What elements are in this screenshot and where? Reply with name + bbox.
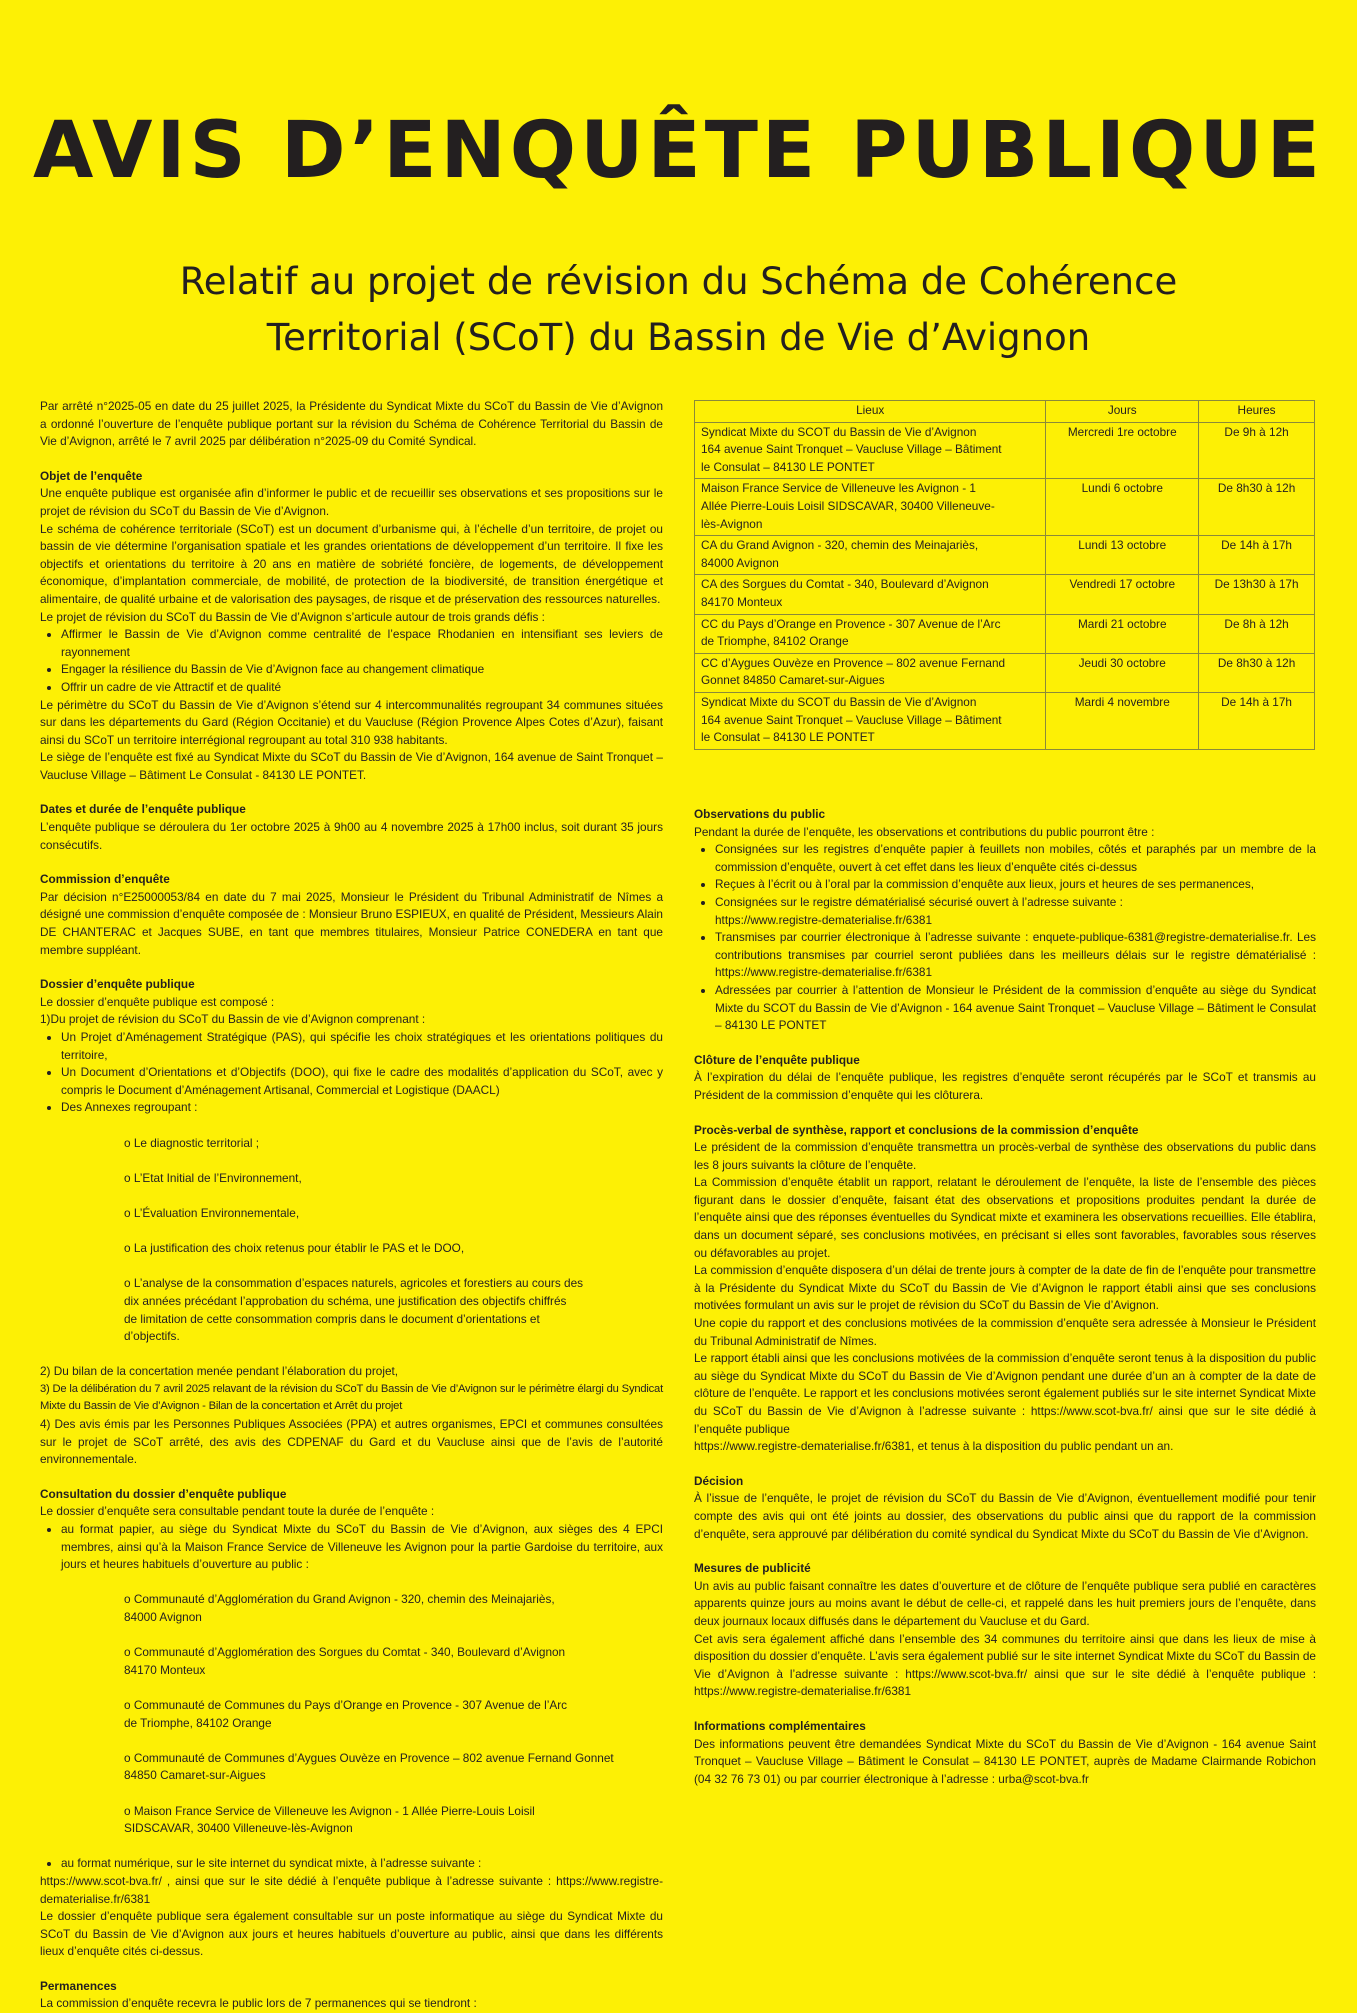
cell-heure: De 14h à 17h [1199,536,1315,575]
list-item: o La justification des choix retenus pour établir le PAS et le DOO, [124,1240,663,1258]
cell-lieu: CA des Sorgues du Comtat - 340, Boulevard d’Avignon 84170 Monteux [695,575,1046,614]
page-subtitle [0,254,1357,366]
publicite-p1: Un avis au public faisant connaître les dates d’ouverture et de clôture de l’enquête publique sera publié en caractères apparents quinze jours au moins avant le début de celle-ci, et rappelé dans les huit premiers jours de l’enquête, dans deux journaux locaux diffusés dans le département du Vaucluse et du Gard. [694,1578,1316,1628]
observations-p1: Pendant la durée de l’enquête, les observations et contributions du public pourront être : [694,824,1155,839]
pv-p4: Une copie du rapport et des conclusions motivées de la commission d’enquête sera adressée à Monsieur le Président du Tribunal Administratif de Nîmes. [694,1316,1316,1348]
cell-jour: Vendredi 17 octobre [1046,575,1199,614]
list-item: o Le diagnostic territorial ; [124,1135,663,1153]
section-heading-pv: Procès-verbal de synthèse, rapport et conclusions de la commission d’enquête [694,1122,1139,1137]
consultation-p2: https://www.scot-bva.fr/ , ainsi que sur le site dédié à l’enquête publique à l’adresse suivante : https://www.registre-dematerialise.fr/6381 [40,1873,663,1906]
section-heading-dossier: Dossier d’enquête publique [40,977,195,992]
dossier-p4: 3) De la délibération du 7 avril 2025 relavant de la révision du SCoT du Bassin de Vie d’Avignon sur le périmètre élargi du Syndicat Mixte du Bassin de Vie d’Avignon - Bilan de la concertation et Arrêt du projet [40,1382,663,1413]
objet-p5: Le siège de l’enquête est fixé au Syndicat Mixte du SCoT du Bassin de Vie d’Avignon, 164 avenue de Saint Tronquet – Vaucluse Village – Bâtiment Le Consulat - 84130 LE PONTET. [40,750,663,782]
list-item: • au format numérique, sur le site internet du syndicat mixte, à l’adresse suivante : [61,1855,663,1873]
list-item: • Transmises par courrier électronique à l’adresse suivante : enquete-publique-6381@registre-dematerialise.fr. Les contributions transmises par courriel seront publiées dans les meilleurs délais sur le registre dématérialisé : https://www.registre-dematerialise.fr/6381 [715,929,1316,982]
consultation-list-1 [40,1521,663,1574]
cell-heure: De 13h30 à 17h [1199,575,1315,614]
section-heading-commission: Commission d’enquête [40,872,170,887]
left-column [40,398,663,2013]
list-item: o Communauté de Communes du Pays d’Orange en Provence - 307 Avenue de l’Arc de Triomphe, 84102 Orange [124,1697,663,1732]
column-header: Heures [1199,401,1315,423]
sites-list [40,1574,663,1856]
page-title: AVIS D’ENQUÊTE PUBLIQUE [33,106,1324,196]
column-header: Lieux [695,401,1046,423]
pv-p1: Le président de la commission d’enquête transmettra un procès-verbal de synthèse des observations du public dans les 8 jours suivants la clôture de l’enquête. [694,1140,1316,1172]
dossier-list [40,1029,663,1117]
cell-lieu: Maison France Service de Villeneuve les Avignon - 1 Allée Pierre-Louis Loisil SIDSCAVAR, 30400 Villeneuve- lès-Avignon [695,479,1046,536]
dossier-p5: 4) Des avis émis par les Personnes Publiques Associées (PPA) et autres organismes, EPCI et communes consultées sur le projet de SCoT arrêté, des avis des CDPENAF du Gard et du Vaucluse ainsi que de l’avis de l’autorité environnementale. [40,1417,663,1467]
section-heading-decision: Décision [694,1473,744,1488]
table-row [695,536,1315,575]
list-item: • Consignées sur le registre dématérialisé sécurisé ouvert à l’adresse suivante : https://www.registre-dematerialise.fr/6381 [715,894,1316,929]
list-item: • Un Document d’Orientations et d’Objectifs (DOO), qui fixe le cadre des modalités d’application du SCoT, avec y compris le Document d’Aménagement Artisanal, Commercial et Logistique (DAACL) [61,1064,663,1099]
consultation-p1: Le dossier d’enquête sera consultable pendant toute la durée de l’enquête : [40,1504,435,1519]
cell-lieu: CA du Grand Avignon - 320, chemin des Meinajariès, 84000 Avignon [695,536,1046,575]
list-item: • Engager la résilience du Bassin de Vie d’Avignon face au changement climatique [61,661,663,679]
list-item: o Communauté de Communes d’Aygues Ouvèze en Provence – 802 avenue Fernand Gonnet 84850 Camaret-sur-Aigues [124,1750,663,1785]
cell-jour: Mercredi 1re octobre [1046,422,1199,479]
cell-lieu: Syndicat Mixte du SCOT du Bassin de Vie d’Avignon 164 avenue Saint Tronquet – Vaucluse Village – Bâtiment le Consulat – 84130 LE PONTET [695,422,1046,479]
cell-jour: Mardi 21 octobre [1046,614,1199,653]
list-item: • Offrir un cadre de vie Attractif et de qualité [61,679,663,697]
subtitle-line-1: Relatif au projet de révision du Schéma de Cohérence [179,260,1178,303]
dates-p1: L’enquête publique se déroulera du 1er octobre 2025 à 9h00 au 4 novembre 2025 à 17h00 inclus, soit durant 35 jours consécutifs. [40,820,663,852]
dossier-p1: Le dossier d’enquête publique est composé : [40,994,275,1009]
infos-p1: Des informations peuvent être demandées Syndicat Mixte du SCoT du Bassin de Vie d’Avignon - 164 avenue Saint Tronquet – Vaucluse Village – Bâtiment le Consulat – 84130 LE PONTET, auprès de Madame Clairmande Robichon (04 32 76 73 01) ou par courrier électronique à l’adresse : urba@scot-bva.fr [694,1736,1316,1786]
list-item: • Reçues à l’écrit ou à l’oral par la commission d’enquête aux lieux, jours et heures de ses permanences, [715,876,1316,894]
column-header: Jours [1046,401,1199,423]
cell-heure: De 14h à 17h [1199,692,1315,749]
cell-jour: Mardi 4 novembre [1046,692,1199,749]
list-item: o L’Etat Initial de l’Environnement, [124,1170,663,1188]
cloture-p1: À l’expiration du délai de l’enquête publique, les registres d’enquête seront récupérés par le SCoT et transmis au Président de la commission d’enquête qui les clôturera. [694,1070,1316,1102]
cell-heure: De 9h à 12h [1199,422,1315,479]
objet-p3: Le projet de révision du SCoT du Bassin de Vie d’Avignon s’articule autour de trois grands défis : [40,609,545,624]
list-item: • Un Projet d’Aménagement Stratégique (PAS), qui spécifie les choix stratégiques et les orientations politiques du territoire, [61,1029,663,1064]
defis-list [40,626,663,696]
list-item: o Maison France Service de Villeneuve les Avignon - 1 Allée Pierre-Louis Loisil SIDSCAVAR, 30400 Villeneuve-lès-Avignon [124,1803,663,1838]
list-item: • au format papier, au siège du Syndicat Mixte du SCoT du Bassin de Vie d’Avignon, aux sièges des 4 EPCI membres, ainsi qu’à la Maison France Service de Villeneuve les Avignon pour la partie Gardoise du territoire, aux jours et heures habituels d’ouverture au public : [61,1521,663,1574]
section-heading-publicite: Mesures de publicité [694,1561,811,1576]
cell-lieu: Syndicat Mixte du SCOT du Bassin de Vie d’Avignon 164 avenue Saint Tronquet – Vaucluse Village – Bâtiment le Consulat – 84130 LE PONTET [695,692,1046,749]
table-row [695,692,1315,749]
objet-p4: Le périmètre du SCoT du Bassin de Vie d’Avignon s’étend sur 4 intercommunalités regroupant 34 communes situées sur dans les départements du Gard (Région Occitanie) et du Vaucluse (Région Provence Alpes Cotes d’Azur), faisant ainsi du SCoT un territoire interrégional regroupant au total 310 938 habitants. [40,697,663,747]
consultation-list-2 [40,1855,663,1873]
cell-jour: Lundi 13 octobre [1046,536,1199,575]
section-heading-dates: Dates et durée de l’enquête publique [40,802,246,817]
cell-jour: Lundi 6 octobre [1046,479,1199,536]
list-item: o Communauté d’Agglomération du Grand Avignon - 320, chemin des Meinajariès, 84000 Avignon [124,1591,663,1626]
intro-paragraph: Par arrêté n°2025-05 en date du 25 juillet 2025, la Présidente du Syndicat Mixte du SCoT du Bassin de Vie d’Avignon a ordonné l’ouverture de l’enquête publique portant sur la révision du Schéma de Cohérence Territorial du Bassin de Vie d’Avignon, arrêté le 7 avril 2025 par délibération n°2025-09 du Comité Syndical. [40,399,663,449]
list-item: o L’analyse de la consommation d’espaces naturels, agricoles et forestiers au cours des dix années précédant l’approbation du schéma, une justification des objectifs chiffrés de limitation de cette consommation compris dans le document d’orientations et d’objectifs. [124,1275,663,1345]
list-item: o L’Évaluation Environnementale, [124,1205,663,1223]
permanences-p1: La commission d’enquête recevra le public lors de 7 permanences qui se tiendront : [40,1996,477,2011]
pv-p6: https://www.registre-dematerialise.fr/6381, et tenus à la disposition du public pendant un an. [694,1439,1174,1454]
section-heading-permanences: Permanences [40,1978,117,1993]
observations-list [694,841,1316,1035]
objet-p1: Une enquête publique est organisée afin d’informer le public et de recueillir ses observations et ses propositions sur le projet de révision du SCoT du Bassin de Vie d’Avignon. [40,486,663,518]
section-heading-infos: Informations complémentaires [694,1718,866,1733]
section-heading-consultation: Consultation du dossier d’enquête publique [40,1486,287,1501]
section-heading-observations: Observations du public [694,807,826,821]
section-heading-cloture: Clôture de l’enquête publique [694,1052,860,1067]
pv-p3: La commission d’enquête disposera d’un délai de trente jours à compter de la date de fin de l’enquête pour transmettre à la Présidente du Syndicat Mixte du SCoT du Bassin de Vie d’Avignon le rapport établi ainsi que ses conclusions motivées formulant un avis sur le projet de révision du SCoT du Bassin de Vie d’Avignon. [694,1263,1316,1313]
objet-p2: Le schéma de cohérence territoriale (SCoT) est un document d’urbanisme qui, à l’échelle d’un territoire, de projet ou bassin de vie détermine l’organisation spatiale et les grandes orientations de développement d’un territoire. Il fixe les objectifs et orientations du territoire à 20 ans en matière de sobriété foncière, de logements, de développement économique, d’implantation commerciale, de mobilité, de protection de la biodiversité, de transition énergétique et alimentaire, de qualité urbaine et de valorisation des paysages, de risque et de préservation des ressources naturelles. [40,521,663,606]
cell-lieu: CC d’Aygues Ouvèze en Provence – 802 avenue Fernand Gonnet 84850 Camaret-sur-Aigues [695,653,1046,692]
table-row [695,479,1315,536]
cell-heure: De 8h30 à 12h [1199,479,1315,536]
table-row [695,614,1315,653]
commission-p1: Par décision n°E25000053/84 en date du 7 mai 2025, Monsieur le Président du Tribunal Administratif de Nîmes a désigné une commission d’enquête composée de : Monsieur Bruno ESPIEUX, en qualité de Président, Messieurs Alain DE CHANTERAC et Jacques SUBE, en tant que membres titulaires, Monsieur Patrice CONEDERA en tant que membre suppléant. [40,889,663,957]
list-item: • Adressées par courrier à l’attention de Monsieur le Président de la commission d’enquête au siège du Syndicat Mixte du SCOT du Bassin de Vie d’Avignon - 164 avenue Saint Tronquet – Vaucluse Village – Bâtiment le Consulat – 84130 LE PONTET [715,982,1316,1035]
decision-p1: À l’issue de l’enquête, le projet de révision du SCoT du Bassin de Vie d’Avignon, éventuellement modifié pour tenir compte des avis qui ont été joints au dossier, des observations du public ainsi que du rapport de la commission d’enquête, sera approuvé par délibération du comité syndical du Syndicat Mixte du SCoT du Bassin de Vie d’Avignon. [694,1491,1316,1541]
publicite-p2: Cet avis sera également affiché dans l’ensemble des 34 communes du territoire ainsi que dans les lieux de mise à disposition du dossier d’enquête. L’avis sera également publié sur le site internet Syndicat Mixte du SCoT du Bassin de Vie d’Avignon à l’adresse suivante : https://www.scot-bva.fr/ ainsi que sur le site dédié à l’enquête publique : https://www.registre-dematerialise.fr/6381 [694,1631,1316,1699]
list-item: • Affirmer le Bassin de Vie d’Avignon comme centralité de l’espace Rhodanien en intensifiant ses leviers de rayonnement [61,626,663,661]
dossier-p2: 1)Du projet de révision du SCoT du Bassin de vie d’Avignon comprenant : [40,1012,426,1027]
subtitle-line-2: Territorial (SCoT) du Bassin de Vie d’Avignon [266,316,1091,359]
table-row [695,575,1315,614]
table-header-row [695,401,1315,423]
permanences-table [694,400,1315,750]
cell-lieu: CC du Pays d’Orange en Provence - 307 Avenue de l’Arc de Triomphe, 84102 Orange [695,614,1046,653]
dossier-p3: 2) Du bilan de la concertation menée pendant l’élaboration du projet, [40,1364,399,1379]
annexes-list [40,1117,663,1363]
pv-p5: Le rapport établi ainsi que les conclusions motivées de la commission d’enquête seront tenus à la disposition du public au siège du Syndicat Mixte du SCoT du Bassin de Vie d’Avignon pendant une durée d’un an à compter de la date de clôture de l’enquête. Le rapport et les conclusions motivées seront également publiés sur le site internet Syndicat Mixte du SCoT du Bassin de Vie d’Avignon à l’adresse suivante : https://www.scot-bva.fr/ ainsi que sur le site dédié à l’enquête publique [694,1351,1316,1436]
list-item: • Des Annexes regroupant : [61,1099,663,1117]
pv-p2: La Commission d’enquête établit un rapport, relatant le déroulement de l’enquête, la liste de l’ensemble des pièces figurant dans le dossier d’enquête, faisant état des observations et propositions produites pendant la durée de l’enquête ainsi que des réponses éventuelles du Syndicat mixte et examinera les observations recueillies. Elle établira, dans un document séparé, ses conclusions motivées, en précisant si elles sont favorables, favorables sous réserves ou défavorables au projet. [694,1175,1316,1260]
cell-heure: De 8h à 12h [1199,614,1315,653]
cell-heure: De 8h30 à 12h [1199,653,1315,692]
consultation-p3: Le dossier d’enquête publique sera également consultable sur un poste informatique au siège du Syndicat Mixte du SCoT du Bassin de Vie d’Avignon aux jours et heures habituels d’ouverture au public, ainsi que dans les différents lieux d’enquête cités ci-dessus. [40,1909,663,1959]
right-column [694,806,1316,1788]
section-heading-objet: Objet de l’enquête [40,468,143,483]
table-row [695,653,1315,692]
cell-jour: Jeudi 30 octobre [1046,653,1199,692]
table-row [695,422,1315,479]
list-item: • Consignées sur les registres d’enquête papier à feuillets non mobiles, côtés et paraphés par un membre de la commission d’enquête, ouvert à cet effet dans les lieux d’enquête cités ci-dessus [715,841,1316,876]
list-item: o Communauté d’Agglomération des Sorgues du Comtat - 340, Boulevard d’Avignon 84170 Monteux [124,1644,663,1679]
